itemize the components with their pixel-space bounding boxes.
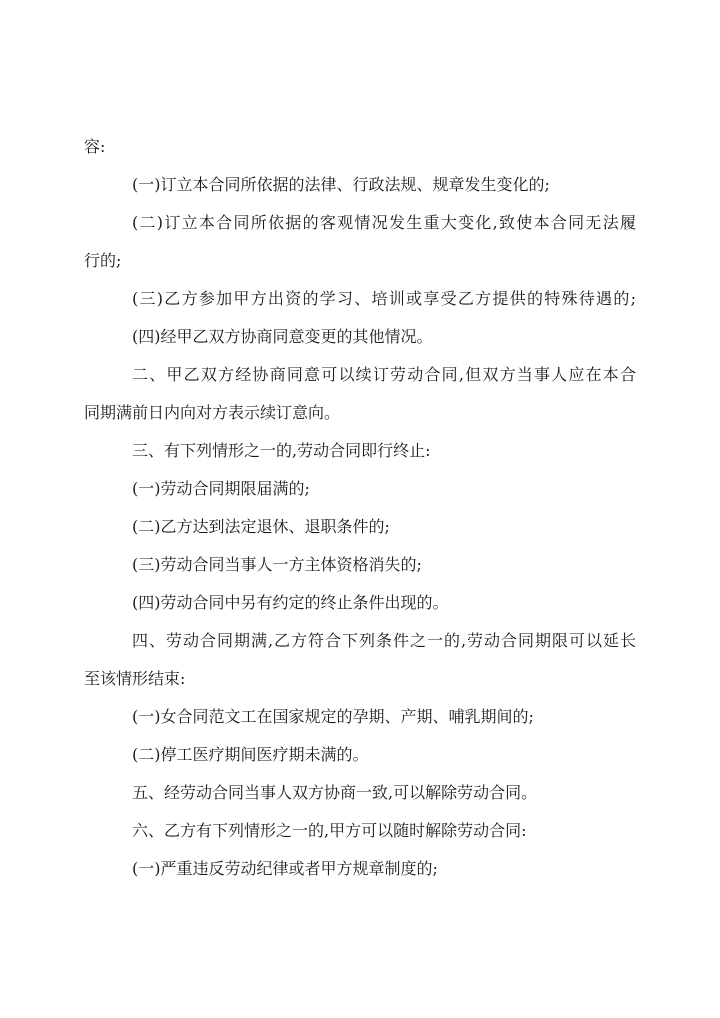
text-line: 六、乙方有下列情形之一的,甲方可以随时解除劳动合同: bbox=[132, 821, 527, 840]
text-line: (一)女合同范文工在国家规定的孕期、产期、哺乳期间的; bbox=[132, 707, 534, 726]
text-line: (二)订立本合同所依据的客观情况发生重大变化,致使本合同无法履 bbox=[132, 213, 636, 232]
text-line: (一)严重违反劳动纪律或者甲方规章制度的; bbox=[132, 859, 438, 878]
text-line: 三、有下列情形之一的,劳动合同即行终止: bbox=[132, 441, 431, 460]
document-body bbox=[84, 128, 636, 888]
text-line: (一)劳动合同期限届满的; bbox=[132, 479, 310, 498]
text-line: (二)乙方达到法定退休、退职条件的; bbox=[132, 517, 390, 536]
text-line: 二、甲乙双方经协商同意可以续订劳动合同,但双方当事人应在本合 bbox=[132, 365, 636, 384]
text-line: 四、劳动合同期满,乙方符合下列条件之一的,劳动合同期限可以延长 bbox=[132, 631, 636, 650]
text-line: 容: bbox=[84, 137, 106, 156]
text-line: (二)停工医疗期间医疗期未满的。 bbox=[132, 745, 369, 764]
text-line: (四)劳动合同中另有约定的终止条件出现的。 bbox=[132, 593, 449, 612]
text-line: (三)劳动合同当事人一方主体资格消失的; bbox=[132, 555, 422, 574]
text-line: 五、经劳动合同当事人双方协商一致,可以解除劳动合同。 bbox=[132, 783, 538, 802]
text-line: (四)经甲乙双方协商同意变更的其他情况。 bbox=[132, 327, 433, 346]
text-line: 行的; bbox=[84, 251, 122, 270]
text-line: (三)乙方参加甲方出资的学习、培训或享受乙方提供的特殊待遇的; bbox=[132, 289, 636, 308]
text-line: (一)订立本合同所依据的法律、行政法规、规章发生变化的; bbox=[132, 175, 550, 194]
text-line: 至该情形结束: bbox=[84, 669, 186, 688]
text-line: 同期满前日内向对方表示续订意向。 bbox=[84, 403, 341, 422]
